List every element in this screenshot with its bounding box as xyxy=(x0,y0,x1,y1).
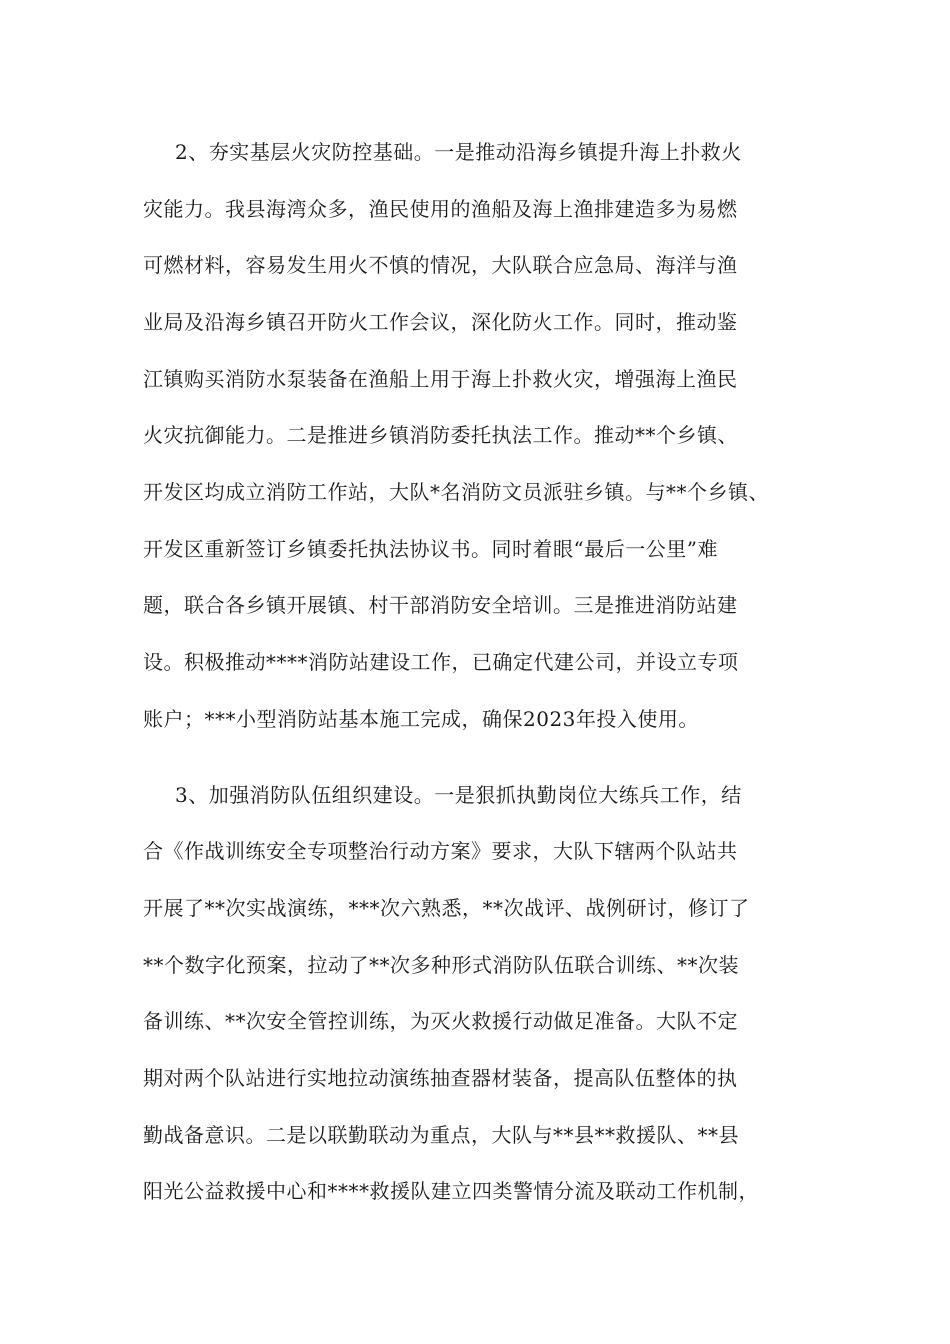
text-line: 设。积极推动****消防站建设工作，已确定代建公司，并设立专项 xyxy=(143,650,739,674)
text-line: 题，联合各乡镇开展镇、村干部消防安全培训。三是推进消防站建 xyxy=(143,593,738,617)
text-line: 可燃材料，容易发生用火不慎的情况，大队联合应急局、海洋与渔 xyxy=(143,253,738,277)
text-line: 开发区均成立消防工作站，大队*名消防文员派驻乡镇。与**个乡镇、 xyxy=(143,480,769,504)
text-line: 江镇购买消防水泵装备在渔船上用于海上扑救火灾，增强海上渔民 xyxy=(143,367,738,391)
text-line: 备训练、**次安全管控训练，为灭火救援行动做足准备。大队不定 xyxy=(143,1009,738,1033)
text-line: 3、加强消防队伍组织建设。一是狠抓执勤岗位大练兵工作，结 xyxy=(175,783,742,807)
text-line: 业局及沿海乡镇召开防火工作会议，深化防火工作。同时，推动鉴 xyxy=(143,310,738,334)
text-line: 开展了**次实战演练，***次六熟悉，**次战评、战例研讨，修订了 xyxy=(143,896,750,920)
text-line: 阳光公益救援中心和****救援队建立四类警情分流及联动工作机制， xyxy=(143,1179,759,1203)
text-line: 合《作战训练安全专项整治行动方案》要求，大队下辖两个队站共 xyxy=(143,839,738,863)
text-line: 勤战备意识。二是以联勤联动为重点，大队与**县**救援队、**县 xyxy=(143,1123,739,1147)
text-line: 灾能力。我县海湾众多，渔民使用的渔船及海上渔排建造多为易燃 xyxy=(143,197,738,221)
text-line: 账户；***小型消防站基本施工完成，确保2023年投入使用。 xyxy=(143,707,699,731)
text-line: 火灾抗御能力。二是推进乡镇消防委托执法工作。推动**个乡镇、 xyxy=(143,423,738,447)
text-line: 开发区重新签订乡镇委托执法协议书。同时着眼“最后一公里”难 xyxy=(143,537,718,561)
text-line: **个数字化预案，拉动了**次多种形式消防队伍联合训练、**次装 xyxy=(143,953,739,977)
text-line: 期对两个队站进行实地拉动演练抽查器材装备，提高队伍整体的执 xyxy=(143,1066,738,1090)
text-line: 2、夯实基层火灾防控基础。一是推动沿海乡镇提升海上扑救火 xyxy=(175,140,742,164)
